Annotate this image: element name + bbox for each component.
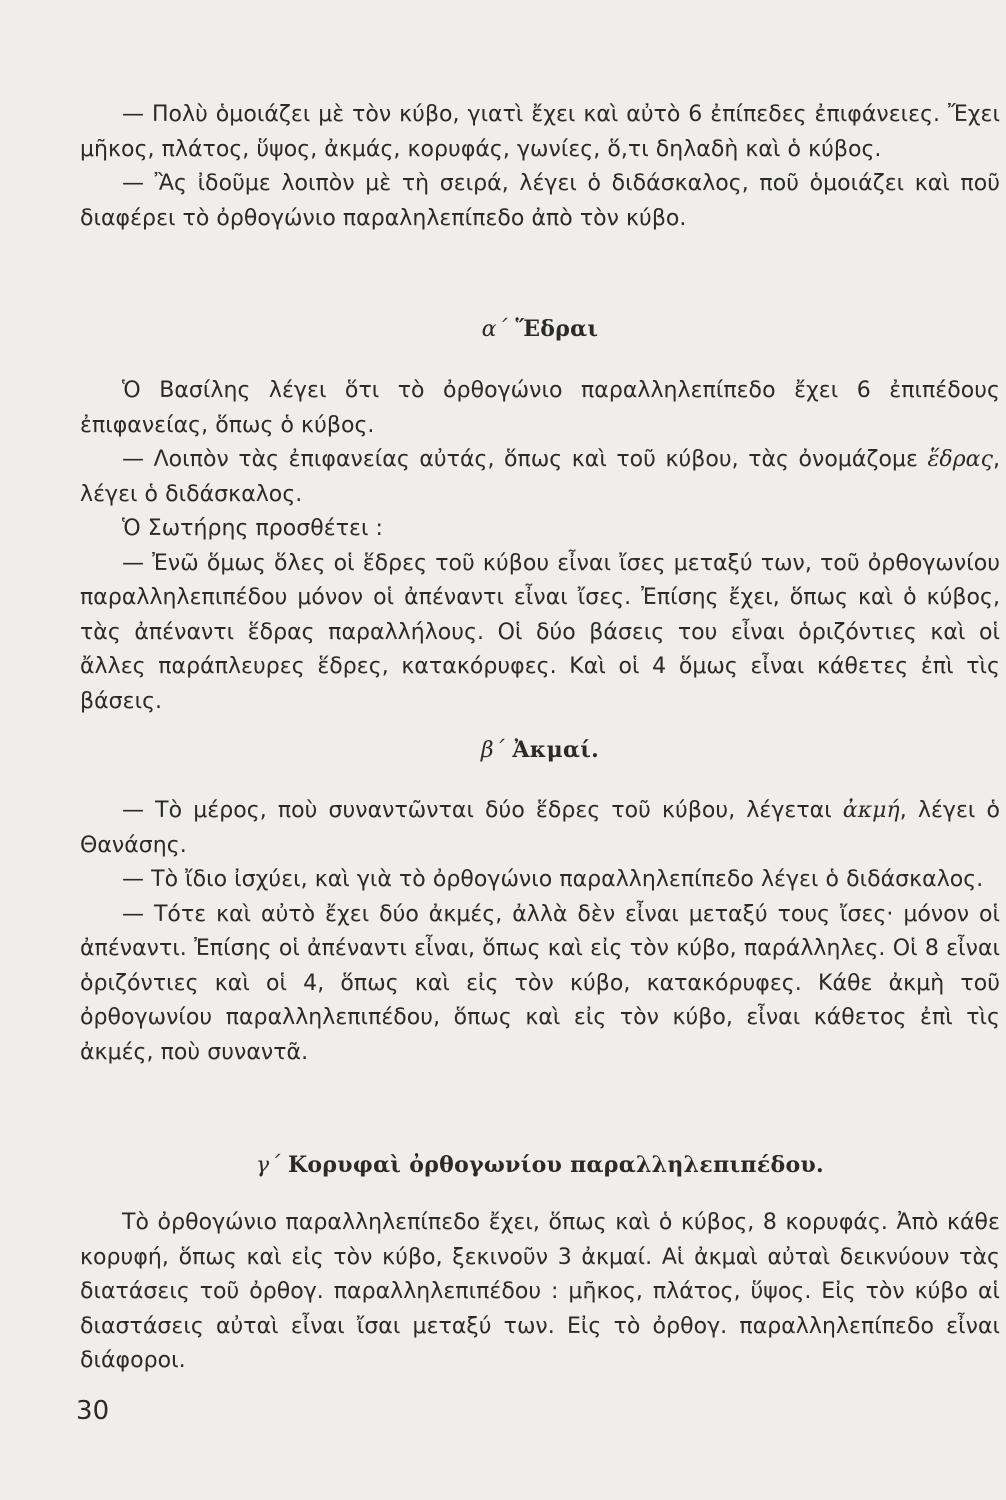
section-b-paragraph-3: — Τότε καὶ αὐτὸ ἔχει δύο ἀκμές, ἀλλὰ δὲν εἶναι μεταξύ τους ἴσες· μόνον οἱ ἀπέναντι. Ἐπίσης οἱ ἀπέναντι εἶναι, ὅπως καὶ εἰς τὸν κύβο, παράλληλες. Οἱ 8 εἶναι ὁριζόντιες καὶ οἱ 4, ὅπως καὶ εἰς τὸν κύβο, κατακόρυφες. Κάθε ἀκμὴ τοῦ ὀρθογωνίου παραλληλεπιπέδου, ὅπως καὶ εἰς τὸν κύβο, εἶναι κάθετος ἐπὶ τὶς ἀκμές, ποὺ συναντᾶ. [80, 901, 1000, 1065]
section-b-letter: β΄ [480, 738, 505, 763]
intro-paragraph-1: — Πολὺ ὁμοιάζει μὲ τὸν κύβο, γιατὶ ἔχει καὶ αὐτὸ 6 ἐπίπεδες ἐπιφάνειες. Ἔχει μῆκος, πλάτος, ὕψος, ἀκμάς, κορυφάς, γωνίες, ὅ,τι δηλαδὴ καὶ ὁ κύβος. [80, 102, 1000, 162]
section-b-paragraph-1-end: , λέγει ὁ Θανάσης. [80, 798, 1001, 858]
section-a-paragraph-3: Ὁ Σωτήρης προσθέτει : [122, 516, 383, 541]
section-a-paragraph-2-start: — Λοιπὸν τὰς ἐπιφανείας αὐτάς, ὅπως καὶ τοῦ κύβου, τὰς ὀνομάζομε [122, 447, 919, 472]
section-a-letter: α΄ [481, 317, 508, 342]
section-a-paragraph-4: — Ἐνῶ ὅμως ὅλες οἱ ἕδρες τοῦ κύβου εἶναι ἴσες μεταξύ των, τοῦ ὀρθογωνίου παραλληλεπιπέδου μόνον οἱ ἀπέναντι εἶναι ἴσες. Ἐπίσης ἔχει, ὅπως καὶ ὁ κύβος, τὰς ἀπέναντι ἕδρας παραλλήλους. Οἱ δύο βάσεις του εἶναι ὁριζόντιες καὶ οἱ ἄλλες παράπλευρες ἕδρες, κατακόρυφες. Καὶ οἱ 4 ὅμως εἶναι κάθετες ἐπὶ τὶς βάσεις. [80, 550, 1000, 714]
section-a-block [80, 374, 1000, 719]
section-a-paragraph-2 [80, 443, 1000, 512]
section-b-title: Ἀκμαί. [512, 737, 600, 763]
section-a-title: Ἕδραι [515, 316, 599, 342]
section-c-title: Κορυφαὶ ὀρθογωνίου παραλληλεπιπέδου. [287, 1152, 824, 1178]
section-c-heading [80, 1148, 1000, 1183]
term-edras: ἕδρας [927, 447, 993, 472]
intro-block [80, 98, 1000, 236]
intro-paragraph-2: — Ἂς ἰδοῦμε λοιπὸν μὲ τὴ σειρά, λέγει ὁ διδάσκαλος, ποῦ ὁμοιάζει καὶ ποῦ διαφέρει τὸ ὀρθογώνιο παραληλεπίπεδο ἀπὸ τὸν κύβο. [80, 171, 1000, 231]
section-c-letter: γ΄ [256, 1153, 281, 1178]
section-c-paragraph-1: Τὸ ὀρθογώνιο παραλληλεπίπεδο ἔχει, ὅπως καὶ ὁ κύβος, 8 κορυφάς. Ἀπὸ κάθε κορυφή, ὅπως καὶ εἰς τὸν κύβο, ξεκινοῦν 3 ἀκμαί. Αἱ ἀκμαὶ αὐταὶ δεικνύουν τὰς διατάσεις τοῦ ὀρθογ. παραλληλεπιπέδου : μῆκος, πλάτος, ὕψος. Εἰς τὸν κύβο αἱ διαστάσεις αὐταὶ εἶναι ἴσαι μεταξύ των. Εἰς τὸ ὀρθογ. παραλληλεπίπεδο εἶναι διάφοροι. [80, 1210, 1000, 1373]
section-a-heading [80, 312, 1000, 347]
section-b-heading [80, 733, 1000, 768]
page-number: 30 [76, 1396, 110, 1426]
section-b-paragraph-2: — Τὸ ἴδιο ἰσχύει, καὶ γιὰ τὸ ὀρθογώνιο παραλληλεπίπεδο λέγει ὁ διδάσκαλος. [122, 867, 984, 892]
section-a-paragraph-2-end: , λέγει ὁ διδάσκαλος. [80, 447, 1001, 507]
section-b-paragraph-1 [80, 794, 1000, 863]
section-c-block [80, 1206, 1000, 1379]
term-akmi: ἀκμή [842, 798, 900, 823]
section-b-block [80, 794, 1000, 1070]
section-b-paragraph-1-start: — Τὸ μέρος, ποὺ συναντῶνται δύο ἕδρες τοῦ κύβου, λέγεται [122, 798, 832, 823]
section-a-paragraph-1: Ὁ Βασίλης λέγει ὅτι τὸ ὀρθογώνιο παραλληλεπίπεδο ἔχει 6 ἐπιπέδους ἐπιφανείας, ὅπως ὁ κύβος. [80, 378, 1000, 438]
